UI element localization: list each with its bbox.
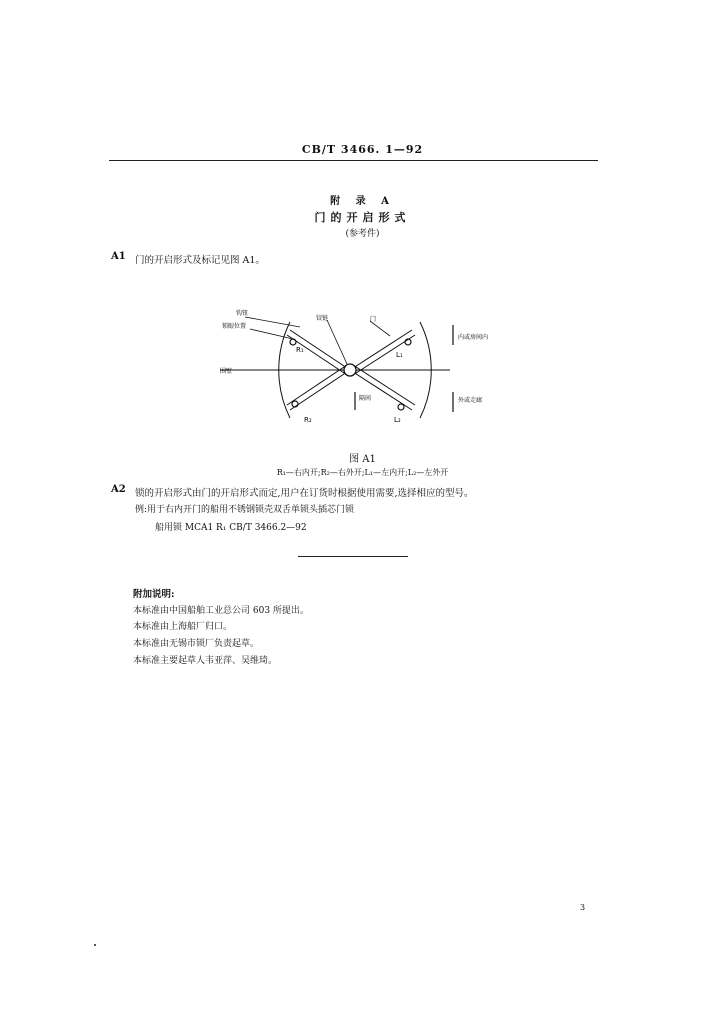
scan-speck xyxy=(94,944,96,946)
door-label: 门 xyxy=(370,316,377,323)
r2-label: R₂ xyxy=(304,416,312,424)
door-leader xyxy=(370,321,390,336)
door-opening-diagram xyxy=(210,300,520,430)
door-leaf-r2-a xyxy=(290,370,350,410)
additional-note-line: 本标准由中国船舶工业总公司 603 所提出。 xyxy=(133,606,309,616)
l1-top-label: L₁ xyxy=(396,351,403,359)
bulkhead-label: 围壁 xyxy=(220,368,233,375)
hook-label: 钩钮 xyxy=(236,310,249,317)
additional-note-line: 本标准主要起草人韦亚萍、吴维琦。 xyxy=(133,656,278,666)
hinge-label: 铰链 xyxy=(316,315,329,322)
clause-a2-example: 例:用于右内开门的船用不锈钢锁壳双舌单锁头插芯门锁 xyxy=(135,505,355,515)
clause-a2-marking: 船用锁 MCA1 R₁ CB/T 3466.2—92 xyxy=(155,523,307,533)
door-leaf-r2-b xyxy=(287,365,347,405)
section-divider xyxy=(298,556,408,557)
additional-note-line: 本标准由上海船厂归口。 xyxy=(133,622,233,632)
figure-legend: R₁—右内开;R₂—右外开;L₁—左内开;L₂—左外开 xyxy=(276,468,449,477)
appendix-title: 附 录 A xyxy=(330,196,395,207)
additional-notes-heading: 附加说明: xyxy=(133,589,175,600)
hinge-leader xyxy=(327,320,347,364)
header-rule xyxy=(109,160,598,161)
clause-a2-text: 锁的开启形式由门的开启形式而定,用户在订货时根据使用需要,选择相应的型号。 xyxy=(135,488,474,499)
appendix-subtitle: 门的开启形式 xyxy=(314,211,411,224)
lock-position-label: 锁眼位置 xyxy=(222,323,247,330)
inside-label: 内或房间内 xyxy=(458,334,489,341)
standard-code-header: CB/T 3466. 1—92 xyxy=(301,143,424,156)
r1-label: R₁ xyxy=(296,346,304,354)
door-leaf-l1-a xyxy=(350,330,412,370)
lock-hole-l2-icon xyxy=(398,404,404,410)
hook-leader xyxy=(245,317,300,327)
page-number: 3 xyxy=(580,903,586,912)
lock-hole-r1-icon xyxy=(290,339,296,345)
figure-caption: 图 A1 xyxy=(349,454,376,465)
additional-note-line: 本标准由无锡市锁厂负责起草。 xyxy=(133,639,260,649)
partition-label: 隔间 xyxy=(359,395,372,402)
appendix-note: (参考件) xyxy=(345,229,380,239)
outside-label: 外或走廊 xyxy=(458,397,483,404)
hinge-icon xyxy=(344,364,356,376)
clause-a1-text: 门的开启形式及标记见图 A1。 xyxy=(135,255,265,266)
l2-bottom-label: L₂ xyxy=(394,416,401,424)
clause-a2-number: A2 xyxy=(111,484,126,495)
clause-a1-number: A1 xyxy=(111,251,126,262)
